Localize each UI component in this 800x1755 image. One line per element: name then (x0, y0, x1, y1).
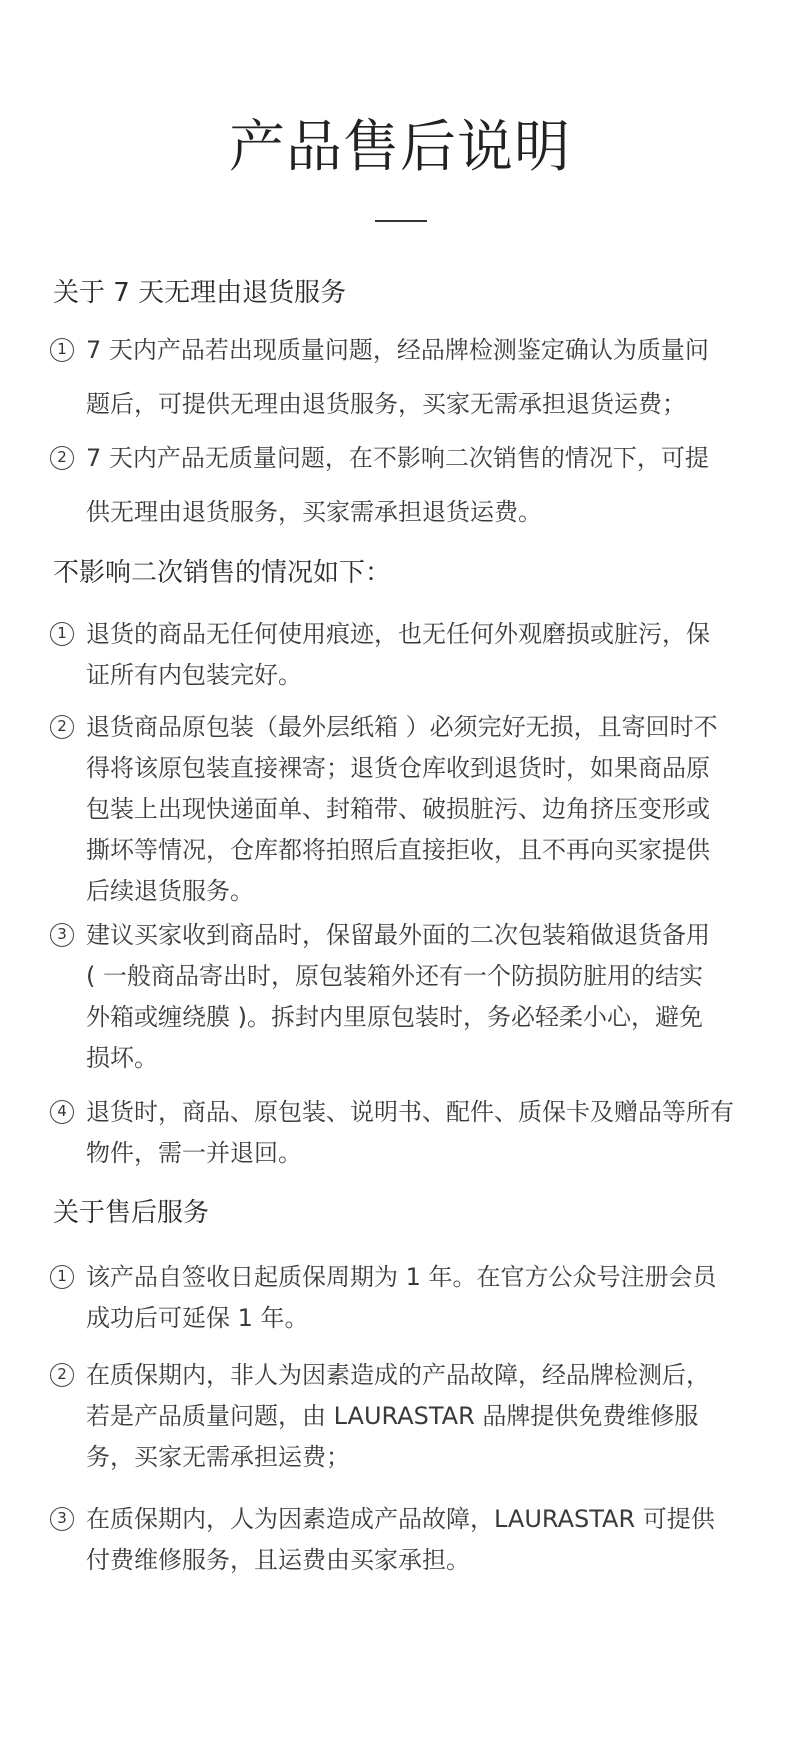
circled-number-marker: 2 (50, 715, 74, 739)
circled-number-marker: 4 (50, 1100, 74, 1124)
list-item-paid-repair (50, 1499, 740, 1581)
circled-number-marker: 2 (50, 1363, 74, 1387)
circled-number-marker: 1 (50, 1265, 74, 1289)
list-item-warranty-period (50, 1257, 740, 1339)
list-item-keep-outer-box (50, 915, 740, 1079)
list-item-text: 退货的商品无任何使用痕迹，也无任何外观磨损或脏污，保 证所有内包装完好。 (86, 620, 710, 689)
circled-number-marker: 1 (50, 338, 74, 362)
circled-number-marker: 3 (50, 923, 74, 947)
list-item-text: 7 天内产品若出现质量问题，经品牌检测鉴定确认为质量问 题后，可提供无理由退货服务，买家无需承担退货运费； (86, 336, 709, 418)
section-heading-after-sales: 关于售后服务 (53, 1198, 210, 1228)
list-item-text: 退货商品原包装（最外层纸箱 ）必须完好无损，且寄回时不 得将该原包装直接裸寄；退货仓库收到退货时，如果商品原 包装上出现快递面单、封箱带、破损脏污、边角挤压变形或 撕坏等情况，仓库都将拍照后直接拒收，且不再向买家提供 后续退货服务。 (86, 713, 718, 905)
list-item-7day-no-quality-issue (50, 431, 740, 539)
section-heading-resale-conditions: 不影响二次销售的情况如下： (53, 558, 392, 588)
section-heading-7day-return: 关于 7 天无理由退货服务 (53, 278, 347, 308)
list-item-text: 在质保期内，非人为因素造成的产品故障，经品牌检测后， 若是产品质量问题，由 LAURASTAR 品牌提供免费维修服 务，买家无需承担运费； (86, 1361, 710, 1471)
page-title: 产品售后说明 (229, 115, 571, 180)
circled-number-marker: 3 (50, 1507, 74, 1531)
list-item-text: 建议买家收到商品时，保留最外面的二次包装箱做退货备用 ( 一般商品寄出时，原包装箱外还有一个防损防脏用的结实 外箱或缠绕膜 )。拆封内里原包装时，务必轻柔小心，避免 损坏。 (86, 921, 710, 1072)
list-item-text: 7 天内产品无质量问题，在不影响二次销售的情况下，可提 供无理由退货服务，买家需承担退货运费。 (86, 444, 709, 526)
list-item-original-packaging (50, 707, 740, 912)
circled-number-marker: 1 (50, 622, 74, 646)
list-item-text: 该产品自签收日起质保周期为 1 年。在官方公众号注册会员 成功后可延保 1 年。 (86, 1263, 717, 1332)
title-divider (375, 220, 427, 222)
list-item-text: 退货时，商品、原包装、说明书、配件、质保卡及赠品等所有 物件，需一并退回。 (86, 1098, 734, 1167)
list-item-no-usage-traces (50, 614, 740, 696)
list-item-return-all-items (50, 1092, 740, 1174)
list-item-free-repair (50, 1355, 740, 1478)
circled-number-marker: 2 (50, 446, 74, 470)
list-item-7day-quality-issue (50, 323, 740, 431)
list-item-text: 在质保期内，人为因素造成产品故障，LAURASTAR 可提供 付费维修服务，且运费由买家承担。 (86, 1505, 715, 1574)
